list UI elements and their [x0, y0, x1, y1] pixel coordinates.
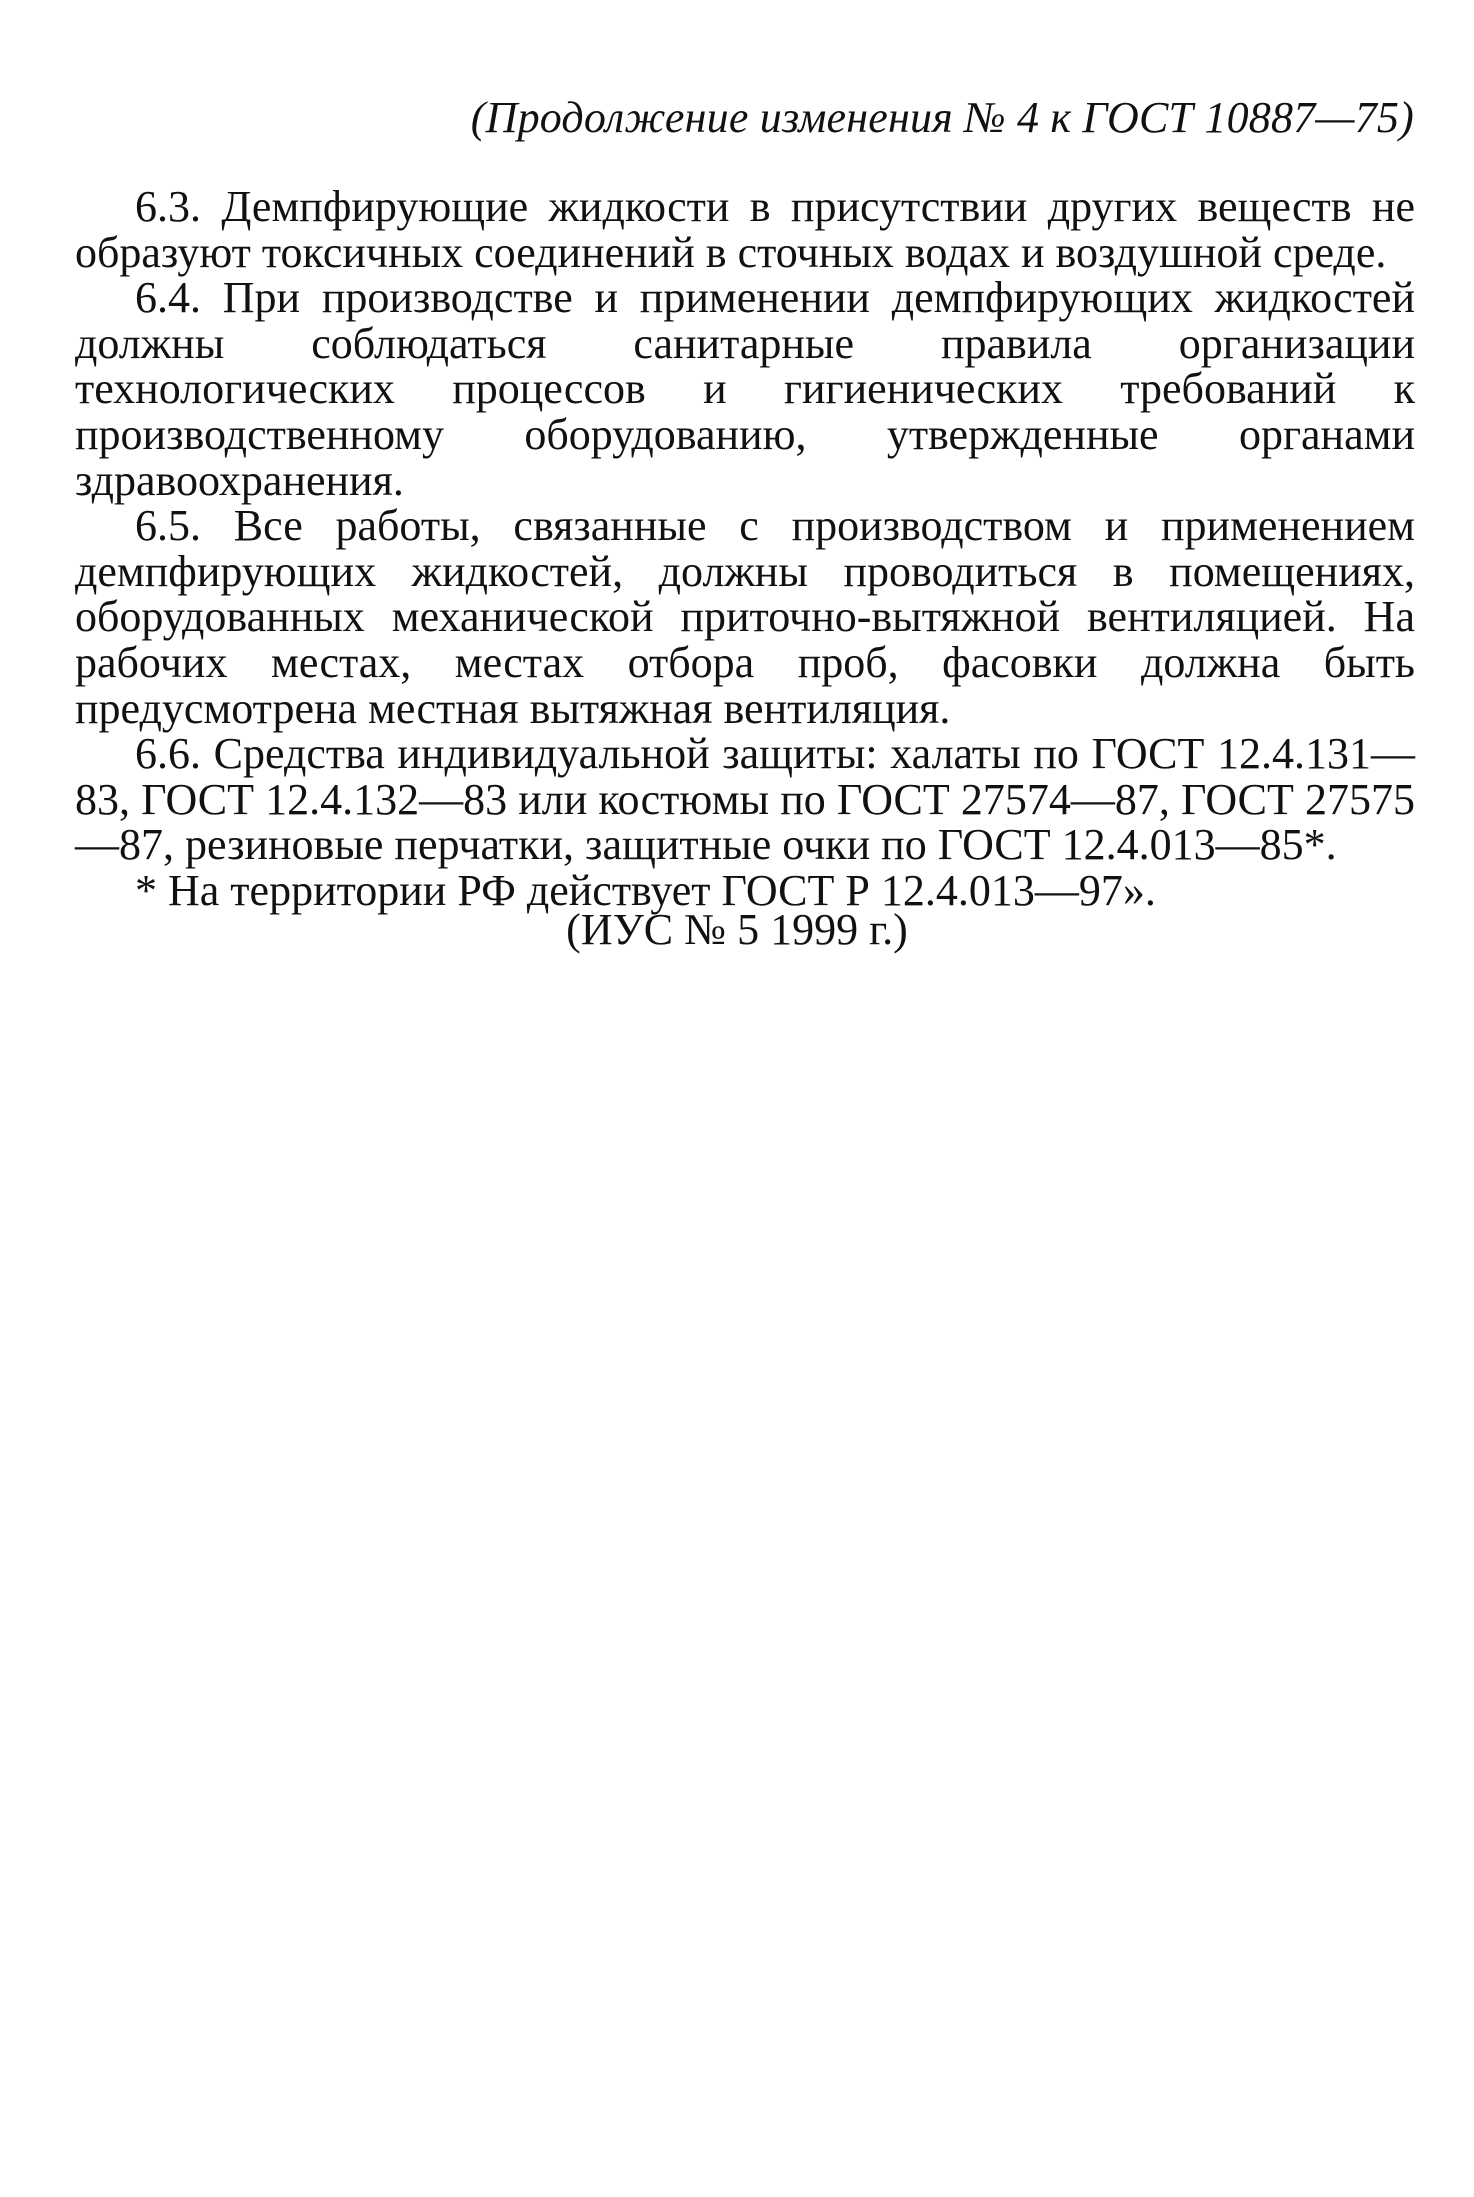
paragraph-6-6 — [75, 731, 1415, 868]
paragraph-number: 6.6. — [135, 729, 201, 779]
paragraph-text: Все работы, связанные с производством и применением демпфирующих жидкостей, должны проводиться в помещениях, оборудованных механической приточно-вытяжной вентиляцией. На рабочих местах, местах отбора проб, фасовки должна быть предусмотрена местная вытяжная вентиляция. — [75, 501, 1415, 733]
source-reference: (ИУС № 5 1999 г.) — [566, 905, 908, 954]
continuation-header: (Продолжение изменения № 4 к ГОСТ 10887—75) — [470, 93, 1414, 142]
paragraph-6-3 — [75, 184, 1415, 275]
footnote: * На территории РФ действует ГОСТ Р 12.4.013—97». — [135, 865, 1156, 915]
paragraph-6-4 — [75, 275, 1415, 503]
paragraph-number: 6.4. — [135, 273, 201, 323]
paragraph-number: 6.3. — [135, 182, 201, 231]
paragraph-6-5 — [75, 503, 1415, 731]
paragraph-number: 6.5. — [135, 501, 201, 551]
paragraph-text: Средства индивидуальной защиты: халаты по ГОСТ 12.4.131—83, ГОСТ 12.4.132—83 или костюмы по ГОСТ 27574—87, ГОСТ 27575—87, резиновые перчатки, защитные очки по ГОСТ 12.4.013—85*. — [75, 729, 1416, 870]
paragraph-text: При производстве и применении демпфирующих жидкостей должны соблюдаться санитарные правила организации технологических процессов и гигиенических требований к производственному оборудованию, утвержденные органами здравоохранения. — [75, 273, 1415, 505]
paragraph-text: Демпфирующие жидкости в присутствии других веществ не образуют токсичных соединений в сточных водах и воздушной среде. — [75, 182, 1415, 277]
document-body — [75, 184, 1415, 914]
